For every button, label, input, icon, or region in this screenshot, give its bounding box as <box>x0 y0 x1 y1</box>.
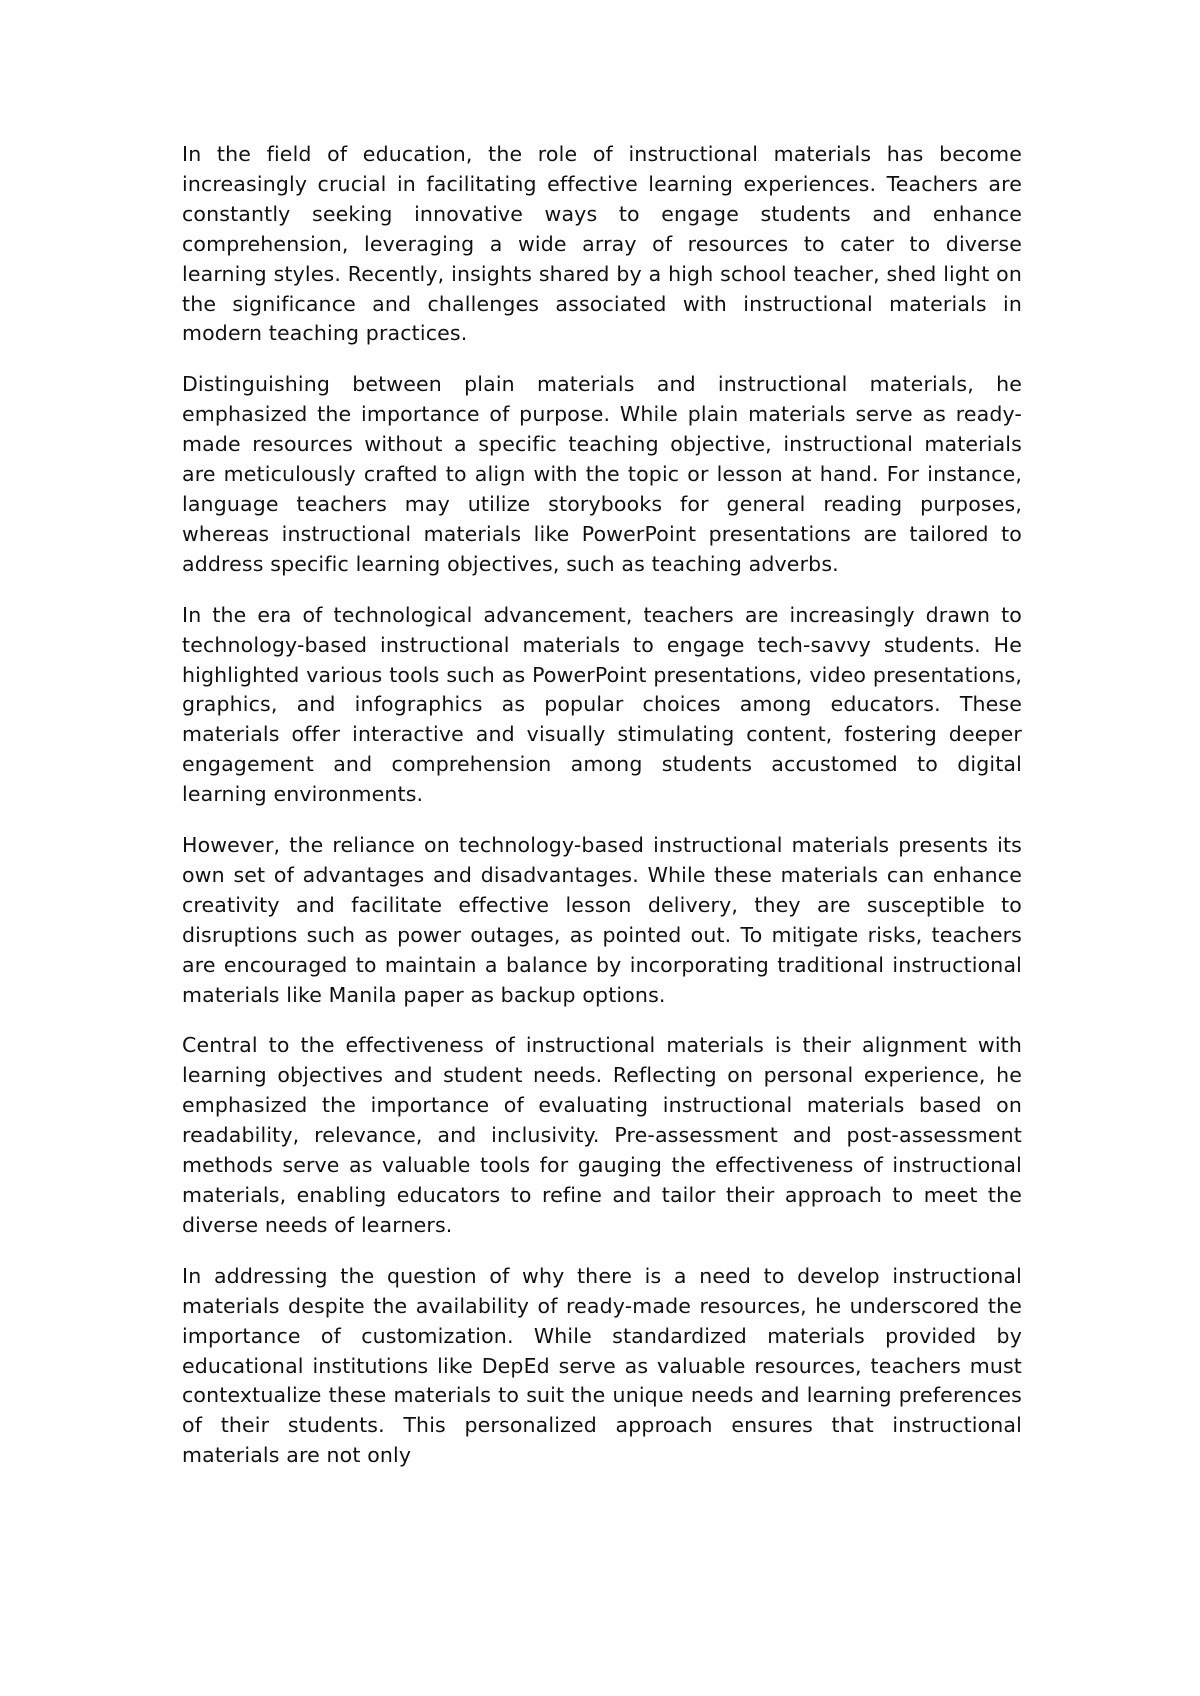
paragraph-5: Central to the effectiveness of instructional materials is their alignment with learning objectives and student needs. Reflecting on personal experience, he emphasized the importance of evaluating instructional materials based on readability, relevance, and inclusivity. Pre-assessment and post-assessment methods serve as valuable tools for gauging the effectiveness of instructional materials, enabling educators to refine and tailor their approach to meet the diverse needs of learners. <box>182 1033 1022 1237</box>
paragraph-6: In addressing the question of why there is a need to develop instructional materials despite the availability of ready-made resources, he underscored the importance of customization. While standardized materials provided by educational institutions like DepEd serve as valuable resources, teachers must contextualize these materials to suit the unique needs and learning preferences of their students. This personalized approach ensures that instructional materials are not only <box>182 1263 1022 1468</box>
document-body <box>182 140 1022 1471</box>
paragraph-1: In the field of education, the role of instructional materials has become increasingly crucial in facilitating effective learning experiences. Teachers are constantly seeking innovative ways to engage students and enhance comprehension, leveraging a wide array of resources to cater to diverse learning styles. Recently, insights shared by a high school teacher, shed light on the significance and challenges associated with instructional materials in modern teaching practices. <box>182 142 1022 346</box>
paragraph-2: Distinguishing between plain materials and instructional materials, he emphasized the importance of purpose. While plain materials serve as ready-made resources without a specific teaching objective, instructional materials are meticulously crafted to align with the topic or lesson at hand. For instance, language teachers may utilize storybooks for general reading purposes, whereas instructional materials like PowerPoint presentations are tailored to address specific learning objectives, such as teaching adverbs. <box>182 372 1022 576</box>
paragraph-3: In the era of technological advancement, teachers are increasingly drawn to technology-based instructional materials to engage tech-savvy students. He highlighted various tools such as PowerPoint presentations, video presentations, graphics, and infographics as popular choices among educators. These materials offer interactive and visually stimulating content, fostering deeper engagement and comprehension among students accustomed to digital learning environments. <box>182 602 1022 807</box>
paragraph-4: However, the reliance on technology-based instructional materials presents its own set of advantages and disadvantages. While these materials can enhance creativity and facilitate effective lesson delivery, they are susceptible to disruptions such as power outages, as pointed out. To mitigate risks, teachers are encouraged to maintain a balance by incorporating traditional instructional materials like Manila paper as backup options. <box>182 833 1022 1007</box>
